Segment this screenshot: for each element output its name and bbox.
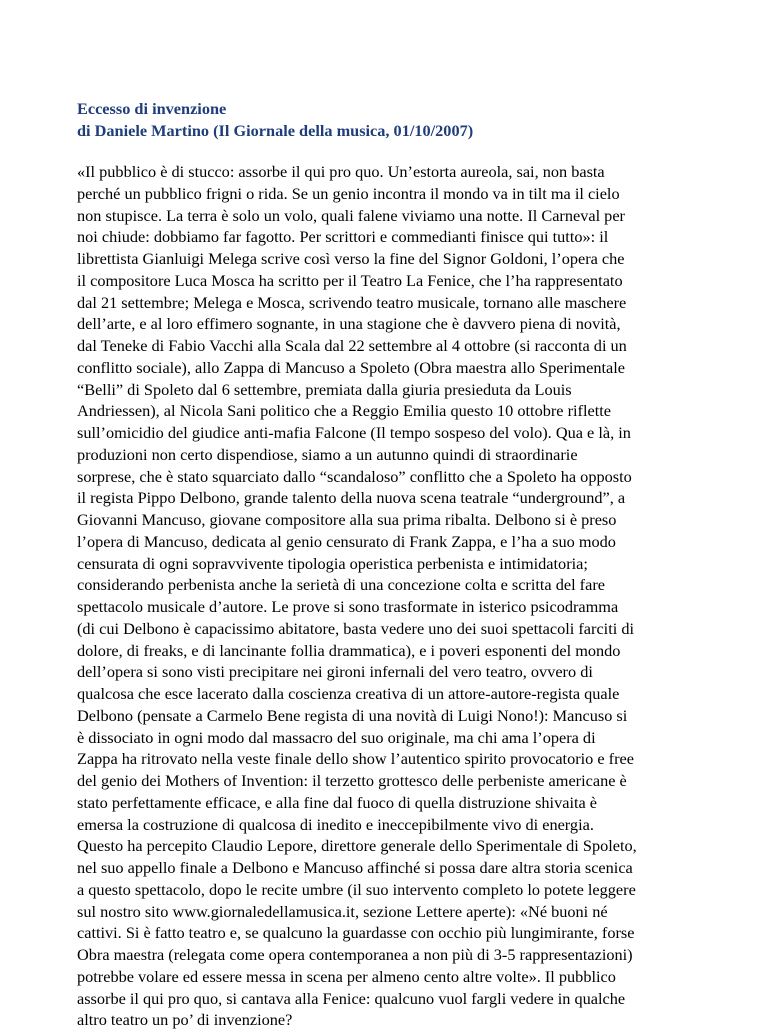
body-line: il regista Pippo Delbono, grande talento della nuova scena teatrale “underground”, a xyxy=(77,488,626,508)
body-line: sul nostro sito www.giornaledellamusica.it, sezione Lettere aperte): «Né buoni né xyxy=(77,901,608,921)
article-byline: di Daniele Martino (Il Giornale della musica, 01/10/2007) xyxy=(77,121,474,140)
body-line: spettacolo musicale d’autore. Le prove si sono trasformate in isterico psicodramma xyxy=(77,597,619,616)
body-line: a questo spettacolo, dopo le recite umbre (il suo intervento completo lo potete leggere xyxy=(77,879,636,899)
body-line: nel suo appello finale a Delbono e Mancuso affinché si possa dare altra storia scenica xyxy=(77,858,633,877)
body-line: dal 21 settembre; Melega e Mosca, scrivendo teatro musicale, tornano alle maschere xyxy=(77,292,627,312)
body-line: censurata di ogni sopravvivente tipologia operistica perbenista e intimidatoria; xyxy=(77,553,588,573)
body-line: perché un pubblico frigni o rida. Se un genio incontra il mondo va in tilt ma il cielo xyxy=(77,183,620,203)
body-line: “Belli” di Spoleto dal 6 settembre, premiata dalla giuria presieduta da Louis xyxy=(77,379,572,399)
body-line: librettista Gianluigi Melega scrive così verso la fine del Signor Goldoni, l’opera che xyxy=(77,249,625,268)
body-line: altro teatro un po’ di invenzione? xyxy=(77,1010,293,1030)
body-line: del genio dei Mothers of Invention: il terzetto grottesco delle perbeniste americane è xyxy=(77,771,627,790)
body-line: potrebbe volare ed essere messa in scena per almeno cento altre volte». Il pubblico xyxy=(77,966,616,986)
body-line: qualcosa che esce lacerato dalla coscienza creativa di un attore-autore-regista quale xyxy=(77,684,620,703)
body-line: stato perfettamente efficace, e alla fine dal fuoco di quella distruzione shivaita è xyxy=(77,792,598,812)
body-line: dell’opera si sono visti precipitare nei gironi infernali del vero teatro, ovvero di xyxy=(77,662,593,682)
body-line: dell’arte, e al loro effimero sognante, in una stagione che è davvero piena di novità, xyxy=(77,314,621,334)
body-line: assorbe il qui pro quo, si cantava alla Fenice: qualcuno vuol fargli vedere in qualche xyxy=(77,988,626,1008)
body-line: Delbono (pensate a Carmelo Bene regista di una novità di Luigi Nono!): Mancuso si xyxy=(77,705,628,725)
body-line: cattivi. Si è fatto teatro e, se qualcuno la guardasse con occhio più lungimirante, forse xyxy=(77,923,635,943)
article-heading xyxy=(77,98,707,142)
body-line: sull’omicidio del giudice anti-mafia Falcone (Il tempo sospeso del volo). Qua e là, in xyxy=(77,423,631,442)
body-line: «Il pubblico è di stucco: assorbe il qui pro quo. Un’estorta aureola, sai, non basta xyxy=(77,162,605,181)
article-body xyxy=(77,161,707,1031)
article xyxy=(77,98,707,1031)
body-line: considerando perbenista anche la serietà di una concezione colta e scritta del fare xyxy=(77,575,605,595)
body-line: sorprese, che è stato squarciato dallo “scandaloso” conflitto che a Spoleto ha opposto xyxy=(77,466,632,486)
body-line: è dissociato in ogni modo dal massacro del suo originale, ma chi ama l’opera di xyxy=(77,727,596,747)
body-line: non stupisce. La terra è solo un volo, quali falene viviamo una notte. Il Carneval per xyxy=(77,205,625,225)
body-line: dolore, di freaks, e di lancinante follia drammatica), e i poveri esponenti del mondo xyxy=(77,640,621,660)
article-title: Eccesso di invenzione xyxy=(77,99,227,118)
body-line: noi chiude: dobbiamo far fagotto. Per scrittori e commedianti finisce qui tutto»: il xyxy=(77,227,609,247)
body-line: Obra maestra (relegata come opera contemporanea a non più di 3-5 rappresentazioni) xyxy=(77,945,633,964)
body-line: Giovanni Mancuso, giovane compositore alla sua prima ribalta. Delbono si è preso xyxy=(77,510,617,529)
body-line: (di cui Delbono è capacissimo abitatore, basta vedere uno dei suoi spettacoli farciti di xyxy=(77,618,634,638)
body-line: Andriessen), al Nicola Sani politico che a Reggio Emilia questo 10 ottobre riflette xyxy=(77,401,611,421)
body-line: produzioni non certo dispendiose, siamo a un autunno quindi di straordinarie xyxy=(77,444,578,464)
body-line: il compositore Luca Mosca ha scritto per il Teatro La Fenice, che l’ha rappresentato xyxy=(77,270,623,290)
body-line: emersa la costruzione di qualcosa di inedito e ineccepibilmente vivo di energia. xyxy=(77,814,594,834)
body-line: Zappa ha ritrovato nella veste finale dello show l’autentico spirito provocatorio e free xyxy=(77,749,634,769)
body-line: Questo ha percepito Claudio Lepore, direttore generale dello Sperimentale di Spoleto, xyxy=(77,836,637,856)
body-line: conflitto sociale), allo Zappa di Mancuso a Spoleto (Obra maestra allo Sperimentale xyxy=(77,357,625,377)
body-line: dal Teneke di Fabio Vacchi alla Scala dal 22 settembre al 4 ottobre (si racconta di un xyxy=(77,336,627,355)
body-line: l’opera di Mancuso, dedicata al genio censurato di Frank Zappa, e l’ha a suo modo xyxy=(77,531,616,551)
